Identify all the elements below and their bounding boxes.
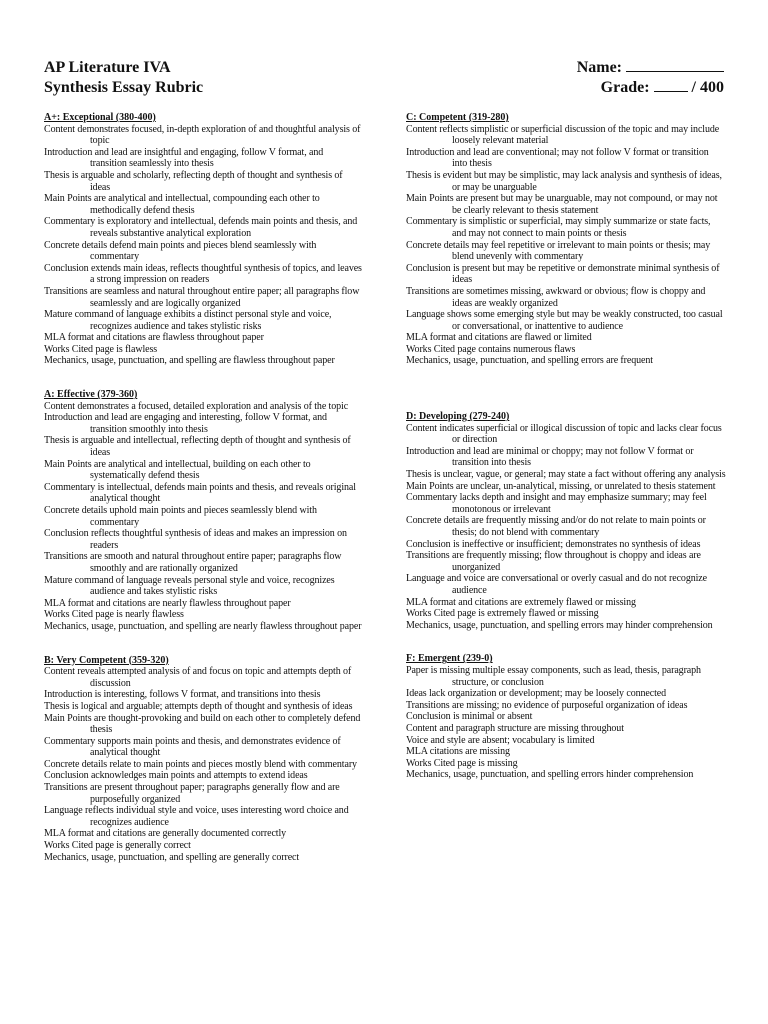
section-title: F: Emergent (239-0) xyxy=(406,653,493,665)
course-title: AP Literature IVA xyxy=(44,59,171,76)
criterion: Content reflects simplistic or superficial discussion of the topic and may include loosely relevant material xyxy=(406,123,720,147)
criterion: Transitions are present throughout paper; paragraphs generally flow and are purposefully organized xyxy=(44,782,340,805)
criterion: Main Points are analytical and intellectual, building on each other to systematically defend thesis xyxy=(44,458,311,482)
section-a-plus xyxy=(44,112,362,367)
criterion: Transitions are seamless and natural throughout entire paper; all paragraphs flow seamlessly and are logically organized xyxy=(44,285,360,309)
criterion: Language reflects individual style and voice, uses interesting word choice and recognizes audience xyxy=(44,805,349,828)
name-line xyxy=(577,58,724,78)
section-title: B: Very Competent (359-320) xyxy=(44,654,169,666)
criterion: Transitions are smooth and natural throughout entire paper; paragraphs flow smoothly and are rationally organized xyxy=(44,551,342,574)
criterion: Ideas lack organization or development; may be loosely connected xyxy=(406,688,666,700)
criterion: Works Cited page is missing xyxy=(406,757,518,769)
criterion: Content and paragraph structure are missing throughout xyxy=(406,722,624,734)
section-a xyxy=(44,389,362,632)
criterion: Mechanics, usage, punctuation, and spelling errors hinder comprehension xyxy=(406,769,694,781)
criterion: Works Cited page is extremely flawed or missing xyxy=(406,608,599,620)
criterion: Concrete details are frequently missing and/or do not relate to main points or thesis; do not blend with commentary xyxy=(406,515,706,538)
criterion: Thesis is unclear, vague, or general; may state a fact without offering any analysis xyxy=(406,469,726,481)
criterion: MLA citations are missing xyxy=(406,746,510,758)
section-title: A: Effective (379-360) xyxy=(44,389,138,401)
section-title: D: Developing (279-240) xyxy=(406,411,510,423)
name-label: Name: xyxy=(576,59,622,76)
criterion: Commentary lacks depth and insight and may emphasize summary; may feel monotonous or irrelevant xyxy=(406,492,707,515)
criterion: Thesis is evident but may be simplistic, may lack analysis and synthesis of ideas, or may be unarguable xyxy=(406,169,722,193)
criterion: Main Points are present but may be unarguable, may not compound, or may not be clearly relevant to thesis statement xyxy=(406,193,718,216)
criterion: Content reveals attempted analysis of and focus on topic and attempts depth of discussion xyxy=(44,666,352,689)
criterion: Mature command of language exhibits a distinct personal style and voice, recognizes audience and takes stylistic risks xyxy=(44,309,332,332)
criterion: Paper is missing multiple essay components, such as lead, thesis, paragraph structure, or conclusion xyxy=(406,664,701,688)
criterion: Concrete details relate to main points and pieces mostly blend with commentary xyxy=(44,758,357,770)
criterion: Introduction and lead are conventional; may not follow V format or transition into thesis xyxy=(406,146,709,170)
name-blank[interactable] xyxy=(626,58,724,72)
criterion: Thesis is arguable and scholarly, reflecting depth of thought and synthesis of ideas xyxy=(44,169,343,193)
criterion: Conclusion reflects thoughtful synthesis of ideas and makes an impression on readers xyxy=(44,528,347,551)
grade-blank[interactable] xyxy=(654,78,688,92)
grade-total: / 400 xyxy=(691,79,724,96)
criterion: Language shows some emerging style but may be weakly constructed, too casual or conversational, or inattentive to audience xyxy=(406,309,723,332)
criterion: Conclusion extends main ideas, reflects thoughtful synthesis of topics, and leaves a strong impression on readers xyxy=(44,262,362,286)
criterion: Transitions are missing; no evidence of purposeful organization of ideas xyxy=(406,699,688,711)
criterion: Mechanics, usage, punctuation, and spelling are generally correct xyxy=(44,851,300,863)
criterion: Mechanics, usage, punctuation, and spelling errors may hinder comprehension xyxy=(406,619,713,631)
criterion: Transitions are frequently missing; flow throughout is choppy and ideas are unorganized xyxy=(406,550,701,573)
criterion: Concrete details uphold main points and pieces seamlessly blend with commentary xyxy=(44,505,317,528)
criterion: Works Cited page is flawless xyxy=(44,343,158,355)
section-b xyxy=(44,655,362,864)
criterion: Transitions are sometimes missing, awkward or obvious; flow is choppy and ideas are weakly organized xyxy=(406,285,706,309)
criterion: Content indicates superficial or illogical discussion of topic and lacks clear focus or direction xyxy=(406,422,722,446)
criterion: Main Points are unclear, un-analytical, missing, or unrelated to thesis statement xyxy=(406,480,716,492)
criterion: Commentary is intellectual, defends main points and thesis, and reveals original analytical thought xyxy=(44,481,356,505)
section-d xyxy=(406,411,726,631)
criterion: MLA format and citations are generally documented correctly xyxy=(44,828,287,840)
criterion: Conclusion is present but may be repetitive or demonstrate minimal synthesis of ideas xyxy=(406,262,720,286)
criterion: MLA format and citations are flawless throughout paper xyxy=(44,332,264,344)
criterion: Language and voice are conversational or overly casual and do not recognize audience xyxy=(406,573,707,596)
grade-line xyxy=(577,78,724,98)
criterion: Introduction is interesting, follows V format, and transitions into thesis xyxy=(44,689,321,701)
criterion: Content demonstrates focused, in-depth exploration of and thoughtful analysis of topic xyxy=(44,123,361,147)
criterion: Voice and style are absent; vocabulary is limited xyxy=(406,734,595,746)
right-column xyxy=(406,112,726,803)
criterion: Main Points are analytical and intellectual, compounding each other to methodically defend thesis xyxy=(44,193,320,216)
criterion: Introduction and lead are engaging and interesting, follow V format, and transition smoothly into thesis xyxy=(44,412,327,435)
criterion: Concrete details defend main points and pieces blend seamlessly with commentary xyxy=(44,239,317,263)
criterion: Thesis is arguable and intellectual, reflecting depth of thought and synthesis of ideas xyxy=(44,435,351,459)
criterion: Conclusion acknowledges main points and attempts to extend ideas xyxy=(44,770,308,782)
rubric-title: Synthesis Essay Rubric xyxy=(44,79,204,96)
criterion: Mechanics, usage, punctuation, and spelling are flawless throughout paper xyxy=(44,355,335,367)
criterion: Introduction and lead are minimal or choppy; may not follow V format or transition into thesis xyxy=(406,445,694,469)
criterion: MLA format and citations are flawed or limited xyxy=(406,332,592,344)
criterion: Content demonstrates a focused, detailed exploration and analysis of the topic xyxy=(44,400,349,412)
criterion: Commentary is simplistic or superficial, may simply summarize or state facts, and may not connect to main points or thesis xyxy=(406,216,711,239)
grade-label: Grade: xyxy=(600,79,650,96)
criterion: Works Cited page is generally correct xyxy=(44,840,191,852)
section-title: A+: Exceptional (380-400) xyxy=(44,112,156,123)
criterion: Works Cited page contains numerous flaws xyxy=(406,343,576,355)
criterion: Conclusion is minimal or absent xyxy=(406,711,533,723)
criterion: Commentary is exploratory and intellectual, defends main points and thesis, and reveals substantive analytical exploration xyxy=(44,216,358,239)
criterion: Concrete details may feel repetitive or irrelevant to main points or thesis; may blend unevenly with commentary xyxy=(406,239,711,263)
section-c xyxy=(406,112,726,367)
criterion: Mechanics, usage, punctuation, and spelling are nearly flawless throughout paper xyxy=(44,620,362,632)
criterion: Introduction and lead are insightful and engaging, follow V format, and transition seamlessly into thesis xyxy=(44,146,324,170)
criterion: Mature command of language reveals personal style and voice, recognizes audience and takes stylistic risks xyxy=(44,574,335,598)
criterion: Conclusion is ineffective or insufficient; demonstrates no synthesis of ideas xyxy=(406,538,701,550)
spacer xyxy=(406,389,726,411)
criterion: Works Cited page is nearly flawless xyxy=(44,609,184,621)
criterion: MLA format and citations are extremely flawed or missing xyxy=(406,596,636,608)
header-left xyxy=(44,58,203,98)
section-f xyxy=(406,653,726,781)
criterion: Thesis is logical and arguable; attempts depth of thought and synthesis of ideas xyxy=(44,700,353,712)
criterion: MLA format and citations are nearly flawless throughout paper xyxy=(44,597,291,609)
section-title: C: Competent (319-280) xyxy=(406,112,509,123)
left-column xyxy=(44,112,362,885)
criterion: Commentary supports main points and thesis, and demonstrates evidence of analytical thought xyxy=(44,735,341,759)
header-right xyxy=(577,58,724,98)
criterion: Main Points are thought-provoking and build on each other to completely defend thesis xyxy=(44,712,361,736)
criterion: Mechanics, usage, punctuation, and spelling errors are frequent xyxy=(406,355,653,367)
